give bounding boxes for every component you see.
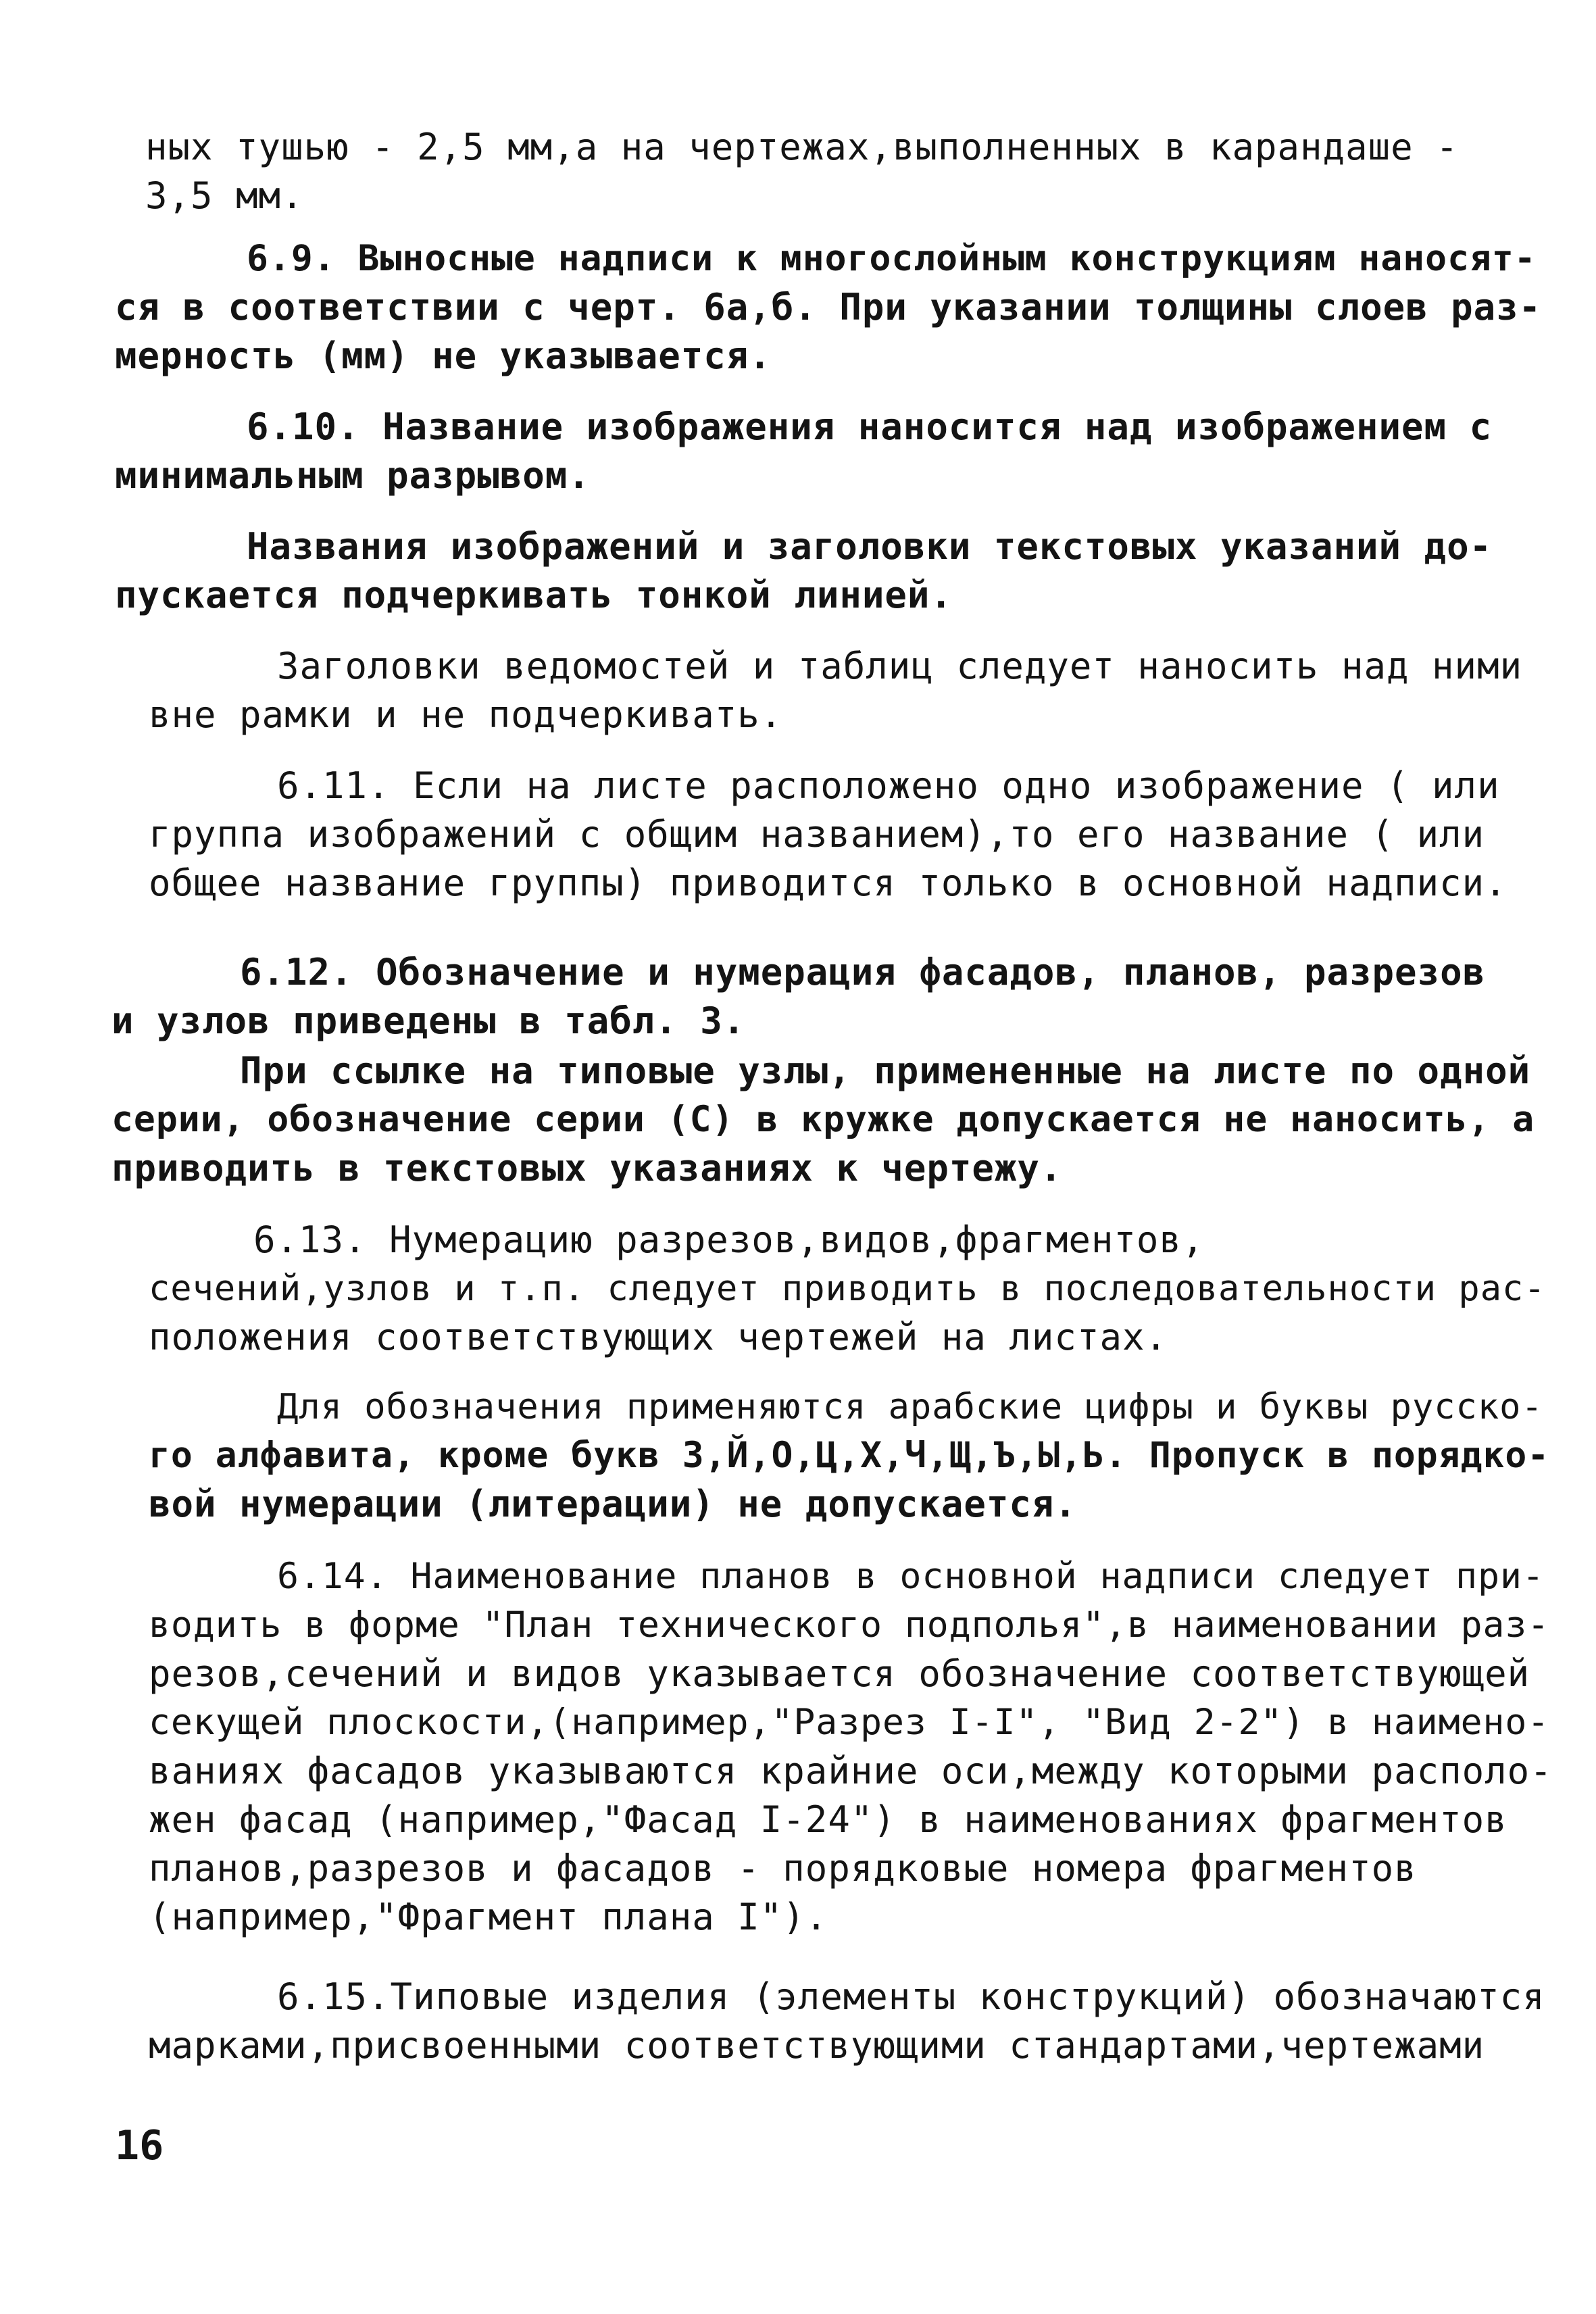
text-line: (например,"Фрагмент плана I"). (149, 1896, 828, 1938)
text-line: 6.9. Выносные надписи к многослойным конструкциям наносят- (247, 238, 1537, 279)
text-line: сечений,узлов и т.п. следует приводить в последовательности рас- (149, 1269, 1546, 1309)
text-line: группа изображений с общим названием),то его название ( или (149, 813, 1485, 856)
text-line: вне рамки и не подчеркивать. (149, 693, 783, 736)
text-line: ных тушью - 2,5 мм,а на чертежах,выполненных в карандаше - (145, 126, 1459, 168)
text-line: пускается подчеркивать тонкой линией. (115, 574, 953, 616)
page-number: 16 (115, 2122, 164, 2169)
text-line: планов,разрезов и фасадов - порядковые номера фрагментов (149, 1847, 1417, 1890)
text-line: Названия изображений и заголовки текстовых указаний до- (247, 525, 1493, 568)
text-line: секущей плоскости,(например,"Разрез I-I", "Вид 2-2") в наимено- (149, 1702, 1550, 1743)
text-line: марками,присвоенными соответствующими стандартами,чертежами (149, 2024, 1485, 2067)
text-line: вой нумерации (литерации) не допускается. (149, 1483, 1077, 1525)
text-line: При ссылке на типовые узлы, примененные на листе по одной (240, 1050, 1531, 1092)
text-line: 6.12. Обозначение и нумерация фасадов, планов, разрезов (240, 951, 1486, 993)
text-line: жен фасад (например,"Фасад I-24") в наименованиях фрагментов (149, 1798, 1507, 1841)
text-line: Для обозначения применяются арабские цифры и буквы русско- (277, 1387, 1543, 1427)
text-line: положения соответствующих чертежей на листах. (149, 1316, 1168, 1358)
text-line: минимальным разрывом. (115, 454, 591, 497)
text-line: Заголовки ведомостей и таблиц следует наносить над ними (277, 645, 1523, 687)
text-line: го алфавита, кроме букв З,Й,О,Ц,Х,Ч,Щ,Ъ,Ы,Ь. Пропуск в порядко- (149, 1435, 1550, 1476)
text-line: 6.13. Нумерацию разрезов,видов,фрагментов, (253, 1218, 1205, 1261)
text-line: 6.15.Типовые изделия (элементы конструкций) обозначаются (277, 1975, 1545, 2018)
text-line: 6.14. Наименование планов в основной надписи следует при- (277, 1556, 1545, 1597)
text-line: 3,5 мм. (145, 174, 304, 217)
text-line: 6.11. Если на листе расположено одно изображение ( или (277, 764, 1500, 807)
text-line: приводить в текстовых указаниях к чертежу. (111, 1147, 1063, 1189)
text-line: 6.10. Название изображения наносится над изображением с (247, 405, 1493, 448)
text-line: мерность (мм) не указывается. (115, 335, 772, 377)
text-line: и узлов приведены в табл. 3. (111, 1000, 746, 1042)
text-line: водить в форме "План технического подполья",в наименовании раз- (149, 1604, 1550, 1646)
text-line: ся в соответствии с черт. 6а,б. При указании толщины слоев раз- (115, 286, 1542, 328)
text-line: общее название группы) приводится только в основной надписи. (149, 862, 1507, 904)
text-line: ваниях фасадов указываются крайние оси,между которыми располо- (149, 1750, 1553, 1792)
text-line: серии, обозначение серии (С) в кружке допускается не наносить, а (111, 1099, 1535, 1140)
text-line: резов,сечений и видов указывается обозначение соответствующей (149, 1652, 1530, 1695)
